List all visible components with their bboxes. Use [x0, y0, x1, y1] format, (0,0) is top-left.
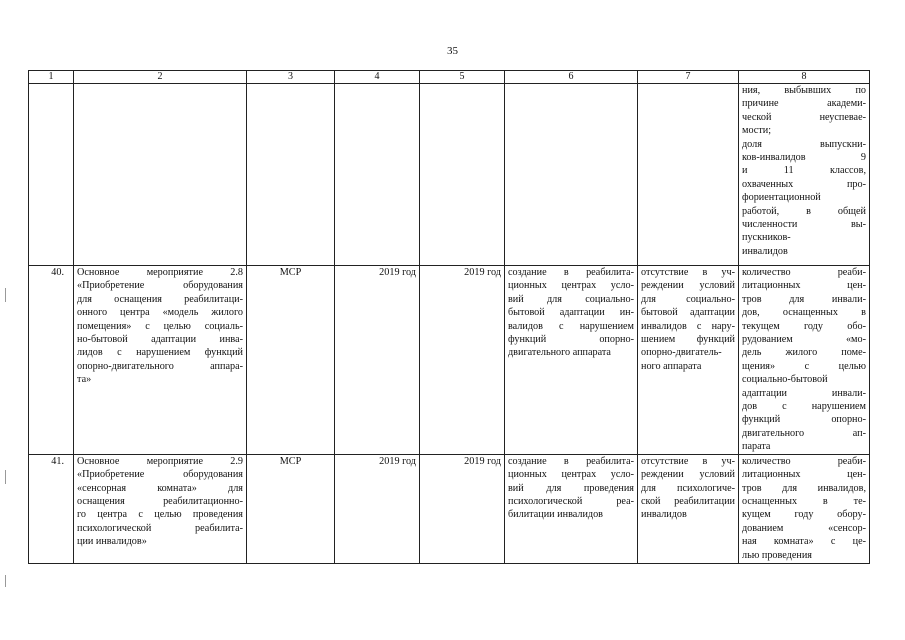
text-line: пускников-: [742, 232, 791, 244]
continuation-row: [29, 84, 870, 266]
expected-result-cell: [505, 266, 638, 455]
text-line: валидов с нарушением: [508, 320, 634, 332]
text-line: Основное мероприятие 2.8: [77, 267, 243, 278]
text-line: инвалидов: [742, 245, 788, 257]
text-line: ской реабилитации: [641, 495, 735, 507]
text-line: шением функций: [641, 334, 735, 346]
executor-cell: МСР: [247, 266, 335, 455]
table-cell: [420, 84, 505, 266]
row-number: 40.: [29, 266, 74, 455]
text-line: но-бытовой адаптации инва-: [77, 334, 243, 346]
measure-name-cell: [74, 454, 247, 563]
text-line: бытовой адаптации: [641, 307, 735, 319]
text-line: мости;: [742, 125, 772, 137]
text-line: инвалидов с нару-: [641, 320, 735, 332]
column-header: 6: [505, 71, 638, 84]
text-line: тров для инвалидов,: [742, 482, 866, 494]
column-header: 7: [638, 71, 739, 84]
text-line: литационных цен-: [742, 469, 866, 481]
text-line: двигательного аппарата: [508, 347, 611, 359]
text-line: Основное мероприятие 2.9: [77, 455, 243, 467]
scan-mark: [5, 288, 6, 302]
text-line: вий для проведения: [508, 482, 634, 494]
text-line: функций опорно-: [508, 334, 634, 346]
text-line: дов, оснащенных в: [742, 307, 866, 319]
column-number-row: [29, 71, 870, 84]
text-line: дованием «сенсор-: [742, 522, 866, 534]
text-line: «Приобретение оборудования: [77, 280, 243, 292]
text-line: ческой неуспевае-: [742, 111, 866, 123]
text-line: «Приобретение оборудования: [77, 469, 243, 481]
column-header: 1: [29, 71, 74, 84]
text-line: го центра с целью проведения: [77, 509, 243, 521]
text-line: тров для инвали-: [742, 293, 866, 305]
text-line: помещения» с целью социаль-: [77, 320, 243, 332]
text-line: и 11 классов,: [742, 165, 866, 177]
text-line: для оснащения реабилитаци-: [77, 293, 243, 305]
text-line: опорно-двигатель-: [641, 347, 722, 359]
page-number: 35: [447, 45, 458, 57]
consequences-cell: [638, 266, 739, 455]
text-line: билитации инвалидов: [508, 509, 603, 521]
text-line: реждении условий: [641, 469, 735, 481]
row-number: 41.: [29, 454, 74, 563]
text-line: психологической реабилита-: [77, 522, 243, 534]
text-line: создание в реабилита-: [508, 455, 634, 467]
text-line: для психологиче-: [641, 482, 735, 494]
text-line: социально-бытовой: [742, 374, 828, 386]
table-cell: [74, 84, 247, 266]
table-cell: [335, 84, 420, 266]
text-line: щения» с целью: [742, 360, 866, 372]
text-line: адаптации инвали-: [742, 387, 866, 399]
text-line: доля выпускни-: [742, 138, 866, 150]
text-line: оснащения реабилитационно-: [77, 495, 243, 507]
text-line: ков-инвалидов 9: [742, 152, 866, 164]
text-line: дов с нарушением: [742, 401, 866, 413]
start-date-cell: 2019 год: [335, 454, 420, 563]
text-line: «сенсорная комната» для: [77, 482, 243, 494]
table-cell: [247, 84, 335, 266]
text-line: для социально-: [641, 293, 735, 305]
text-line: опорно-двигательного аппара-: [77, 360, 243, 372]
text-line: та»: [77, 374, 92, 386]
measure-name-cell: [74, 266, 247, 455]
consequences-cell: [638, 454, 739, 563]
text-line: работой, в общей: [742, 205, 866, 217]
text-line: текущем году обо-: [742, 320, 866, 332]
column-header: 8: [739, 71, 870, 84]
text-line: литационных цен-: [742, 280, 866, 292]
text-line: причине академи-: [742, 98, 866, 110]
text-line: количество реаби-: [742, 455, 866, 467]
text-line: реждении условий: [641, 280, 735, 292]
text-line: оснащенных в те-: [742, 495, 866, 507]
start-date-cell: 2019 год: [335, 266, 420, 455]
table-cell: [505, 84, 638, 266]
text-line: фориентационной: [742, 192, 821, 204]
table-cell: [638, 84, 739, 266]
text-line: функций опорно-: [742, 414, 866, 426]
text-line: психологической реа-: [508, 495, 634, 507]
text-line: бытовой адаптации ин-: [508, 307, 634, 319]
table-cell: [29, 84, 74, 266]
text-line: лью проведения: [742, 549, 812, 561]
end-date-cell: 2019 год: [420, 266, 505, 455]
text-line: ного аппарата: [641, 360, 702, 372]
text-line: вий для социально-: [508, 293, 634, 305]
text-line: инвалидов: [641, 509, 687, 521]
text-line: лидов с нарушением функций: [77, 347, 243, 359]
text-line: ции инвалидов»: [77, 536, 147, 548]
text-line: ционных центрах усло-: [508, 280, 634, 292]
scan-mark: [5, 575, 6, 587]
text-line: рудованием «мо-: [742, 334, 866, 346]
scan-mark: [5, 470, 6, 484]
text-line: онного центра «модель жилого: [77, 307, 243, 319]
text-line: количество реаби-: [742, 267, 866, 278]
end-date-cell: 2019 год: [420, 454, 505, 563]
text-line: численности вы-: [742, 219, 866, 231]
expected-result-cell: [505, 454, 638, 563]
indicator-cell: [739, 84, 870, 266]
indicator-cell: [739, 266, 870, 455]
text-line: ния, выбывших по: [742, 85, 866, 96]
text-line: отсутствие в уч-: [641, 267, 735, 278]
text-line: парата: [742, 441, 771, 453]
measures-table: [28, 70, 870, 564]
executor-cell: МСР: [247, 454, 335, 563]
text-line: ная комната» с це-: [742, 536, 866, 548]
text-line: охваченных про-: [742, 178, 866, 190]
text-line: двигательного ап-: [742, 427, 866, 439]
column-header: 4: [335, 71, 420, 84]
text-line: создание в реабилита-: [508, 267, 634, 278]
text-line: кущем году обору-: [742, 509, 866, 521]
indicator-cell: [739, 454, 870, 563]
text-line: дель жилого поме-: [742, 347, 866, 359]
table-row: [29, 266, 870, 455]
text-line: ционных центрах усло-: [508, 469, 634, 481]
text-line: отсутствие в уч-: [641, 455, 735, 467]
column-header: 3: [247, 71, 335, 84]
column-header: 2: [74, 71, 247, 84]
table-row: [29, 454, 870, 563]
column-header: 5: [420, 71, 505, 84]
